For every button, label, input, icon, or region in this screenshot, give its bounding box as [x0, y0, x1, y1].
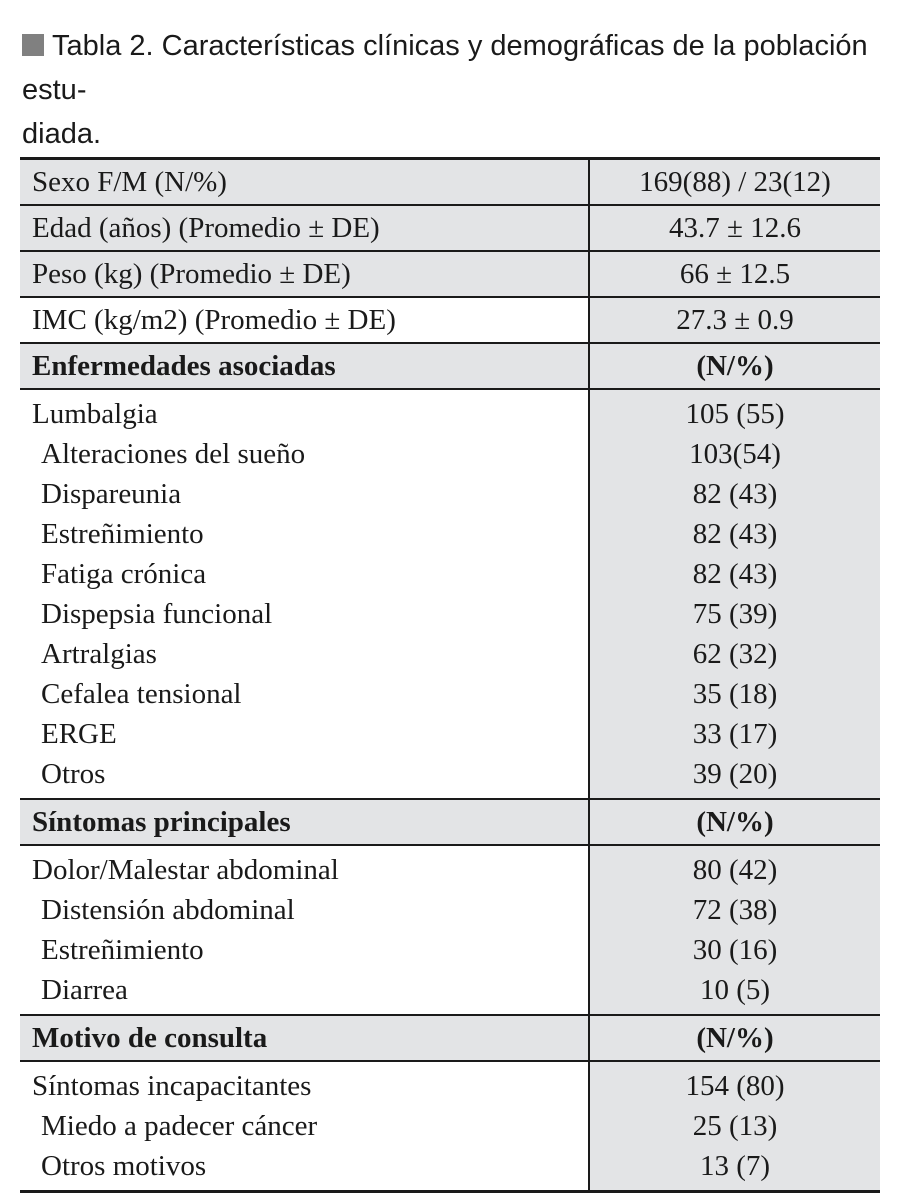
row-value: 103(54) [689, 438, 781, 470]
table-section [20, 1062, 880, 1193]
row-value: 27.3 ± 0.9 [676, 304, 794, 336]
row-label: Alteraciones del sueño [41, 438, 306, 470]
row-label: Estreñimiento [41, 518, 204, 550]
row-label: Artralgias [41, 638, 157, 670]
row-label: Dispareunia [41, 478, 182, 510]
table-row [20, 298, 880, 344]
row-value: 80 (42) [692, 854, 778, 886]
row-label: Dolor/Malestar abdominal [32, 854, 339, 886]
section-title: Enfermedades asociadas [32, 350, 336, 382]
section-title: Síntomas principales [32, 806, 291, 838]
row-value: 105 (55) [685, 398, 785, 430]
row-label: ERGE [41, 718, 117, 750]
row-value: 39 (20) [692, 758, 778, 790]
section-column-label: (N/%) [696, 350, 774, 382]
row-label: Edad (años) (Promedio ± DE) [32, 212, 380, 244]
caption-square-icon [22, 34, 44, 56]
row-value: 169(88) / 23(12) [639, 166, 831, 198]
row-label: Sexo F/M (N/%) [32, 166, 227, 198]
row-label: Peso (kg) (Promedio ± DE) [32, 258, 351, 290]
row-value: 72 (38) [692, 894, 778, 926]
row-value: 154 (80) [685, 1070, 785, 1102]
row-value: 33 (17) [692, 718, 778, 750]
row-label: Síntomas incapacitantes [32, 1070, 312, 1102]
row-value: 82 (43) [692, 518, 778, 550]
section-title: Motivo de consulta [32, 1022, 268, 1054]
section-column-label: (N/%) [696, 1022, 774, 1054]
section-column-label: (N/%) [696, 806, 774, 838]
row-value: 75 (39) [692, 598, 778, 630]
caption-text-1: Características clínicas y demográficas de la población estu- [22, 30, 868, 106]
row-label: Cefalea tensional [41, 678, 242, 710]
row-label: IMC (kg/m2) (Promedio ± DE) [32, 304, 396, 336]
row-label: Lumbalgia [32, 398, 158, 430]
row-label: Diarrea [41, 974, 128, 1006]
section-header [20, 800, 880, 846]
row-label: Miedo a padecer cáncer [41, 1110, 318, 1142]
section-header [20, 1016, 880, 1062]
row-label: Otros [41, 758, 106, 790]
row-label: Distensión abdominal [41, 894, 295, 926]
row-value: 13 (7) [699, 1150, 771, 1182]
table-row [20, 157, 880, 206]
row-value: 30 (16) [692, 934, 778, 966]
row-value: 25 (13) [692, 1110, 778, 1142]
row-label: Dispepsia funcional [41, 598, 273, 630]
row-value: 10 (5) [699, 974, 771, 1006]
section-header [20, 344, 880, 390]
row-value: 43.7 ± 12.6 [669, 212, 801, 244]
clinical-table [20, 157, 880, 1193]
table-row [20, 206, 880, 252]
row-value: 62 (32) [692, 638, 778, 670]
caption-text-2: diada. [22, 118, 102, 150]
table-section [20, 390, 880, 800]
row-label: Estreñimiento [41, 934, 204, 966]
row-value: 66 ± 12.5 [679, 258, 791, 290]
row-label: Fatiga crónica [41, 558, 207, 590]
row-label: Otros motivos [41, 1150, 207, 1182]
caption-label: Tabla 2. [52, 30, 154, 62]
row-value: 82 (43) [692, 558, 778, 590]
table-caption [22, 24, 882, 156]
row-value: 82 (43) [692, 478, 778, 510]
table-row [20, 252, 880, 298]
table-section [20, 846, 880, 1016]
row-value: 35 (18) [692, 678, 778, 710]
